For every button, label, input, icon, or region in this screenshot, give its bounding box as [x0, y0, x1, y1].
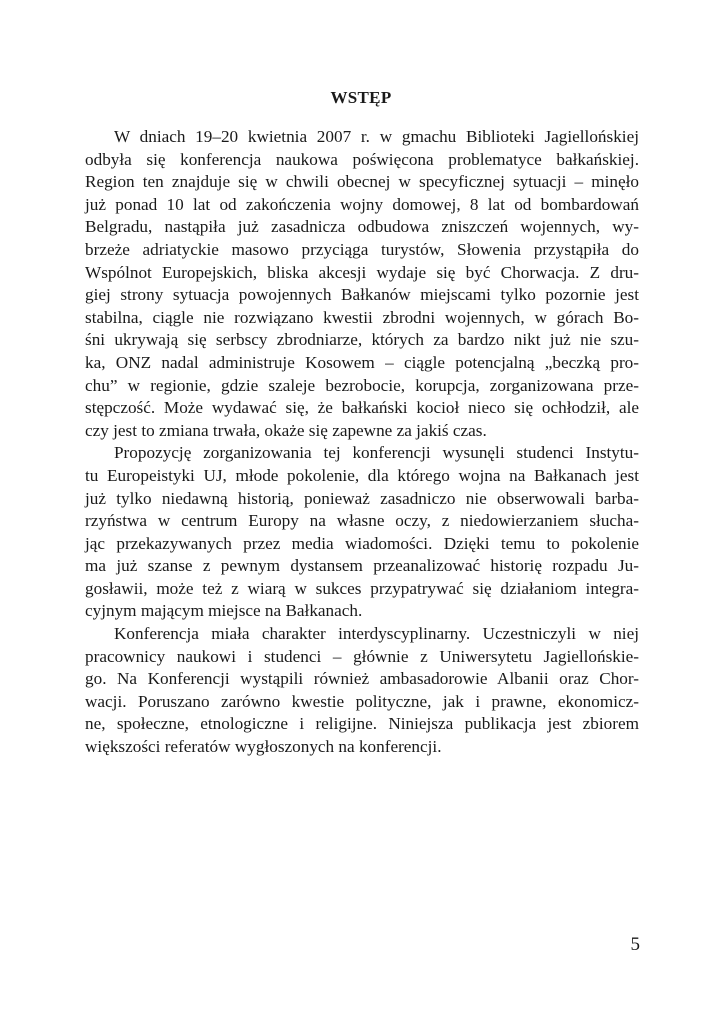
text-line: większości referatów wygłoszonych na konferencji. [85, 737, 442, 757]
text-line: stępczość. Może wydawać się, że bałkański kocioł nieco się ochłodził, ale [85, 398, 639, 418]
text-line: Wspólnot Europejskich, bliska akcesji wydaje się być Chorwacja. Z dru- [85, 262, 639, 282]
text-line: czy jest to zmiana trwała, okaże się zapewne za jakiś czas. [85, 420, 487, 440]
text-line: Region ten znajduje się w chwili obecnej w specyficznej sytuacji – minęło [85, 172, 639, 192]
text-line: odbyła się konferencja naukowa poświęcona problematyce bałkańskiej. [85, 149, 639, 169]
text-line: śni ukrywają się serbscy zbrodniarze, których za bardzo nikt już nie szu- [85, 330, 639, 350]
paragraph-1 [85, 126, 639, 442]
text-line: Propozycję zorganizowania tej konferencji wysunęli studenci Instytu- [114, 443, 639, 463]
text-line: wacji. Poruszano zarówno kwestie polityczne, jak i prawne, ekonomicz- [85, 691, 639, 711]
text-line: stabilna, ciągle nie rozwiązano kwestii zbrodni wojennych, w górach Bo- [85, 307, 639, 327]
text-line: brzeże adriatyckie masowo przyciąga turystów, Słowenia przystąpiła do [85, 239, 639, 259]
paragraph-3 [85, 623, 639, 759]
text-line: Belgradu, nastąpiła już zasadnicza odbudowa zniszczeń wojennych, wy- [85, 217, 639, 237]
page-title: WSTĘP [330, 88, 392, 107]
text-line: tu Europeistyki UJ, młode pokolenie, dla którego wojna na Bałkanach jest [85, 465, 639, 485]
text-line: Konferencja miała charakter interdyscyplinarny. Uczestniczyli w niej [114, 624, 639, 644]
text-line: chu” w regionie, gdzie szaleje bezrobocie, korupcja, zorganizowana prze- [85, 375, 639, 395]
text-line: już ponad 10 lat od zakończenia wojny domowej, 8 lat od bombardowań [85, 194, 639, 214]
text-line: ka, ONZ nadal administruje Kosowem – ciągle potencjalną „beczką pro- [85, 352, 639, 372]
text-line: pracownicy naukowi i studenci – głównie z Uniwersytetu Jagiellońskie- [85, 646, 639, 666]
text-line: gosławii, może też z wiarą w sukces przypatrywać się działaniom integra- [85, 578, 639, 598]
text-line: jąc przekazywanych przez media wiadomości. Dzięki temu to pokolenie [85, 533, 639, 553]
text-line: cyjnym mającym miejsce na Bałkanach. [85, 601, 363, 621]
text-line: rzyństwa w centrum Europy na własne oczy, z niedowierzaniem słucha- [85, 511, 639, 531]
text-line: giej strony sytuacja powojennych Bałkanów miejscami tylko pozornie jest [85, 285, 639, 305]
text-line: go. Na Konferencji wystąpili również ambasadorowie Albanii oraz Chor- [85, 669, 639, 689]
paragraph-2 [85, 442, 639, 623]
page-number: 5 [630, 934, 640, 955]
body-text [85, 126, 639, 759]
text-line: ne, społeczne, etnologiczne i religijne. Niniejsza publikacja jest zbiorem [85, 714, 639, 734]
text-line: już tylko niedawną historią, ponieważ zasadniczo nie obserwowali barba- [85, 488, 639, 508]
text-line: ma już szanse z pewnym dystansem przeanalizować historię rozpadu Ju- [85, 556, 639, 576]
text-line: W dniach 19–20 kwietnia 2007 r. w gmachu Biblioteki Jagiellońskiej [114, 127, 639, 146]
